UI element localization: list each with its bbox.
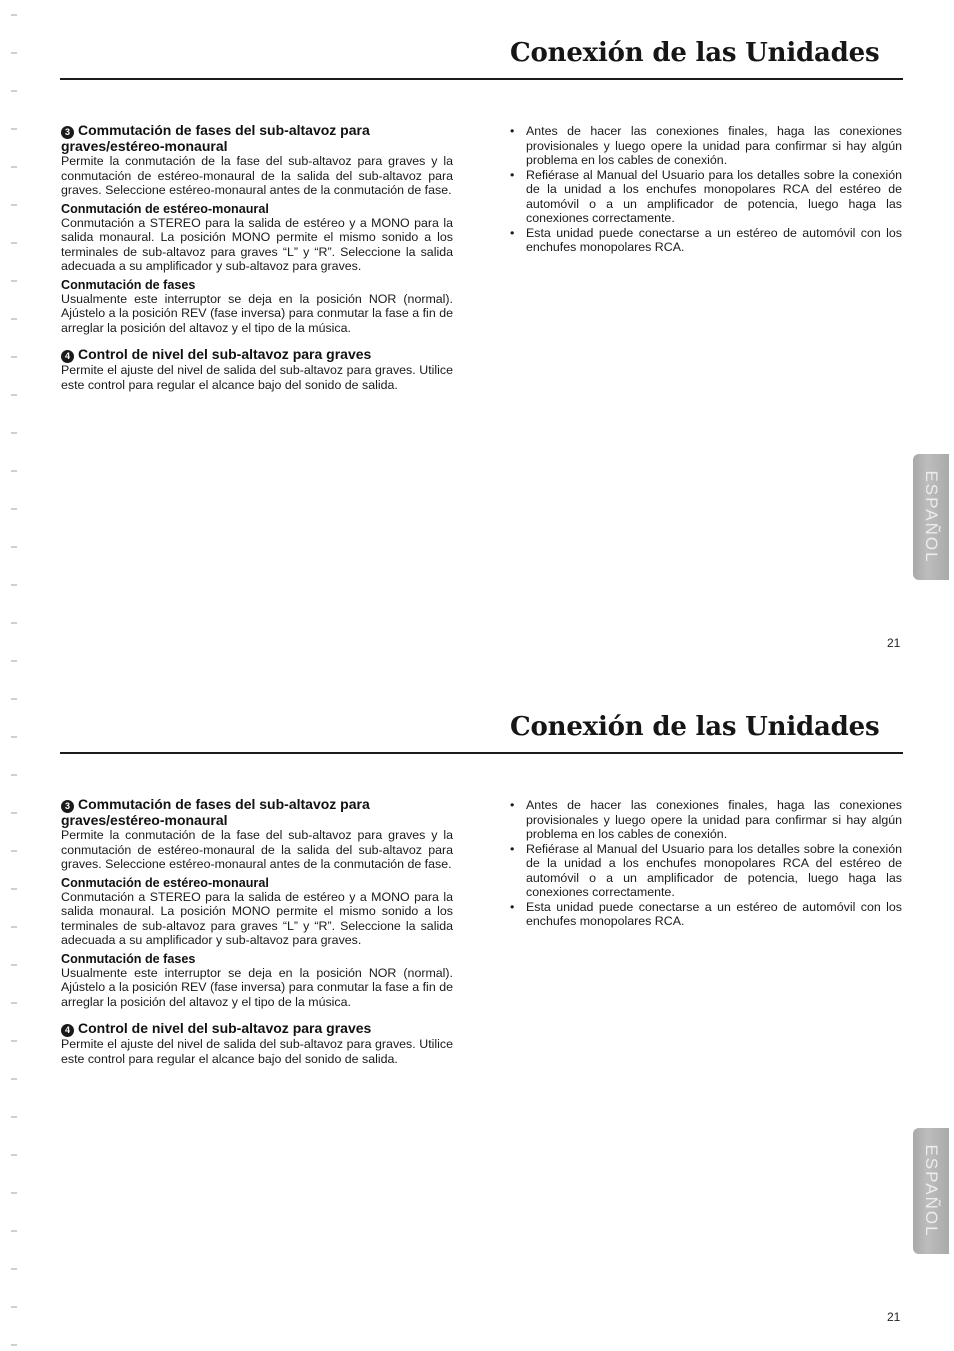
- number-4-icon: 4: [61, 1024, 74, 1037]
- language-tab-label: ESPAÑOL: [922, 1144, 941, 1238]
- section-3-heading-text: Commutación de fases del sub-altavoz para graves/estéreo-monaural: [61, 796, 370, 828]
- title-rule: [60, 78, 903, 80]
- list-item: • Antes de hacer las conexiones finales, haga las conexiones provisionales y luego opere la unidad para confirmar si hay algún problema en los cables de conexión.: [510, 798, 902, 842]
- number-3-icon: 3: [61, 800, 74, 813]
- language-tab: [913, 454, 949, 580]
- section-3-intro: Permite la conmutación de la fase del sub-altavoz para graves y la conmutación de estéreo-monaural de la salida del sub-altavoz para graves. Seleccione estéreo-monaural antes de la conmutación de fase.: [61, 828, 453, 871]
- list-item: • Esta unidad puede conectarse a un estéreo de automóvil con los enchufes monopolares RCA.: [510, 226, 902, 255]
- title-rule: [60, 752, 903, 754]
- list-item: • Refiérase al Manual del Usuario para los detalles sobre la conexión de la unidad a los enchufes monopolares RCA del estéreo de automóvil o a un amplificador de potencia, luego haga las conexiones correctamente.: [510, 842, 902, 900]
- stereo-mono-heading: Conmutación de estéreo-monaural: [61, 201, 269, 216]
- right-column: [510, 798, 902, 929]
- section-4-heading: [61, 347, 453, 363]
- phase-heading: Conmutación de fases: [61, 277, 196, 292]
- page-number: 21: [887, 636, 901, 650]
- number-4-icon: 4: [61, 350, 74, 363]
- list-item: • Esta unidad puede conectarse a un estéreo de automóvil con los enchufes monopolares RCA.: [510, 900, 902, 929]
- notes-list: [510, 798, 902, 929]
- manual-page-bottom: [0, 674, 954, 1349]
- section-3-intro: Permite la conmutación de la fase del sub-altavoz para graves y la conmutación de estéreo-monaural de la salida del sub-altavoz para graves. Seleccione estéreo-monaural antes de la conmutación de fase.: [61, 154, 453, 197]
- section-4-heading-text: Control de nivel del sub-altavoz para graves: [78, 1020, 372, 1036]
- number-3-icon: 3: [61, 126, 74, 139]
- page-number: 21: [887, 1310, 901, 1324]
- left-column: [61, 123, 453, 392]
- section-4-heading-text: Control de nivel del sub-altavoz para graves: [78, 346, 372, 362]
- list-item: • Refiérase al Manual del Usuario para los detalles sobre la conexión de la unidad a los enchufes monopolares RCA del estéreo de automóvil o a un amplificador de potencia, luego haga las conexiones correctamente.: [510, 168, 902, 226]
- section-4-heading: [61, 1021, 453, 1037]
- stereo-mono-heading: Conmutación de estéreo-monaural: [61, 875, 269, 890]
- left-column: [61, 797, 453, 1066]
- section-4-text: Permite el ajuste del nivel de salida del sub-altavoz para graves. Utilice este control para regular el alcance bajo del sonido de salida.: [61, 1037, 453, 1066]
- section-3-heading: [61, 123, 453, 154]
- notes-list: [510, 124, 902, 255]
- language-tab: [913, 1128, 949, 1254]
- phase-text: Usualmente este interruptor se deja en la posición NOR (normal). Ajústelo a la posición REV (fase inversa) para conmutar la fase a fin de arreglar la posición del altavoz y el tipo de la música.: [61, 965, 453, 1009]
- page-title: Conexión de las Unidades: [510, 712, 880, 742]
- stereo-mono-text: Conmutación a STEREO para la salida de estéreo y a MONO para la salida monaural. La posición MONO permite el mismo sonido a los terminales de sub-altavoz para graves “L” y “R”. Seleccione la salida adecuada a su amplificador y sub-altavoz para graves.: [61, 215, 453, 273]
- language-tab-label: ESPAÑOL: [922, 470, 941, 564]
- page-title: Conexión de las Unidades: [510, 38, 880, 68]
- section-4-text: Permite el ajuste del nivel de salida del sub-altavoz para graves. Utilice este control para regular el alcance bajo del sonido de salida.: [61, 363, 453, 392]
- right-column: [510, 124, 902, 255]
- stereo-mono-text: Conmutación a STEREO para la salida de estéreo y a MONO para la salida monaural. La posición MONO permite el mismo sonido a los terminales de sub-altavoz para graves “L” y “R”. Seleccione la salida adecuada a su amplificador y sub-altavoz para graves.: [61, 889, 453, 947]
- phase-heading: Conmutación de fases: [61, 951, 196, 966]
- phase-text: Usualmente este interruptor se deja en la posición NOR (normal). Ajústelo a la posición REV (fase inversa) para conmutar la fase a fin de arreglar la posición del altavoz y el tipo de la música.: [61, 291, 453, 335]
- manual-page-top: [0, 0, 954, 675]
- section-3-heading: [61, 797, 453, 828]
- section-3-heading-text: Commutación de fases del sub-altavoz para graves/estéreo-monaural: [61, 122, 370, 154]
- list-item: • Antes de hacer las conexiones finales, haga las conexiones provisionales y luego opere la unidad para confirmar si hay algún problema en los cables de conexión.: [510, 124, 902, 168]
